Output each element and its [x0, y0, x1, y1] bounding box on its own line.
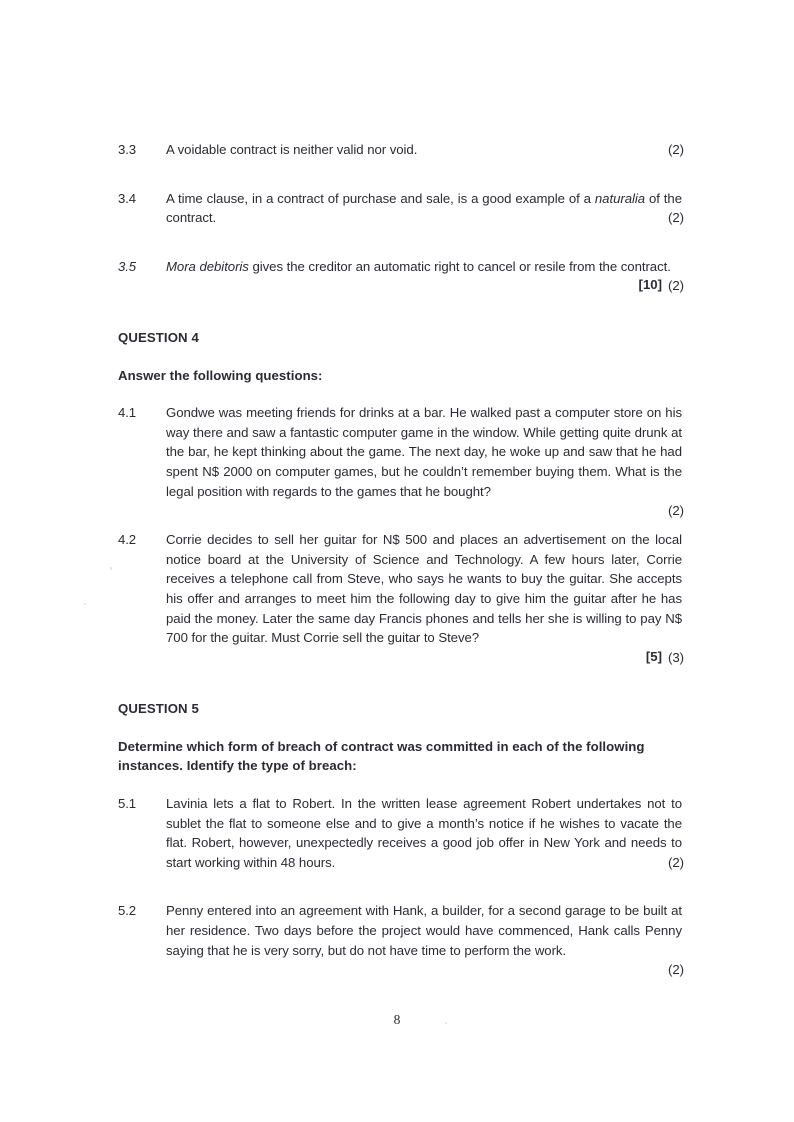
- question-statement: Penny entered into an agreement with Hank, a builder, for a second garage to be built at her residence. Two days before the project would have commenced, Hank calls Penny saying that he is very sorry, but do not have time to perform the work.: [166, 903, 682, 958]
- marks-allocation: (2): [668, 278, 684, 294]
- question-statement: gives the creditor an automatic right to cancel or resile from the contract.: [248, 258, 671, 274]
- question-4-total-marks: [5]: [645, 648, 662, 664]
- question-item-3-3: [118, 140, 682, 160]
- document-body: [118, 140, 684, 978]
- question-number: 5.2: [118, 903, 137, 919]
- question-statement-part1: A time clause, in a contract of purchase and sale, is a good example of a: [166, 190, 595, 206]
- marks-allocation: (2): [668, 854, 684, 870]
- question-text: [166, 403, 684, 519]
- spacer: [118, 889, 682, 901]
- question-item-5-1: [118, 794, 682, 872]
- question-statement: A voidable contract is neither valid nor void.: [166, 142, 418, 157]
- question-number: 3.4: [118, 190, 137, 206]
- marks-allocation: (2): [668, 962, 684, 978]
- latin-term: Mora debitoris: [166, 258, 249, 274]
- question-statement-part2: of the contract.: [166, 190, 682, 226]
- question-number: 3.3: [118, 142, 137, 157]
- scan-speck: [110, 567, 112, 570]
- spacer: [118, 295, 682, 316]
- question-text: [166, 530, 684, 665]
- question-statement: Gondwe was meeting friends for drinks at a bar. He walked past a computer store on his way there and saw a fantastic computer game in the window. While getting quite drunk at the bar, he kept thinking about the game. The next day, he woke up and saw that he had spent N$ 2000 on computer games, but he couldn’t remember buying them. What is the legal position with regards to the games that he bought?: [166, 405, 682, 499]
- marks-allocation: (2): [668, 142, 684, 157]
- spacer: [118, 687, 682, 699]
- spacer: [118, 348, 682, 366]
- question-4-heading: QUESTION 4: [118, 329, 199, 345]
- question-4-instruction: Answer the following questions:: [118, 367, 323, 383]
- question-text: [166, 794, 682, 872]
- question-5-instruction: Determine which form of breach of contract was committed in each of the following instances. Identify the type of breach:: [118, 738, 645, 774]
- latin-term: naturalia: [594, 190, 646, 206]
- page-footer: [0, 1012, 794, 1028]
- question-number: 5.1: [118, 796, 137, 812]
- question-text: [166, 140, 682, 160]
- question-number: 3.5: [118, 258, 137, 274]
- spacer: [118, 177, 682, 189]
- question-item-5-2: [118, 901, 684, 978]
- question-item-4-2: [118, 530, 684, 665]
- spacer: [118, 719, 682, 737]
- question-text: [166, 189, 682, 228]
- spacer: [118, 776, 682, 794]
- spacer: [118, 518, 682, 530]
- question-number: 4.2: [118, 532, 137, 548]
- question-text: [166, 901, 684, 978]
- question-number: 4.1: [118, 405, 137, 421]
- question-item-4-1: [118, 403, 684, 519]
- marks-allocation: (3): [668, 649, 684, 665]
- marks-allocation: (2): [668, 503, 684, 519]
- spacer: [118, 385, 682, 403]
- question-item-3-4: [118, 189, 682, 228]
- question-3-total-marks: [10]: [638, 277, 662, 293]
- spacer: [118, 666, 682, 687]
- scan-speck: [84, 603, 86, 605]
- question-5-heading: QUESTION 5: [118, 701, 199, 717]
- spacer: [118, 316, 682, 328]
- spacer: [118, 245, 682, 257]
- marks-allocation: (2): [668, 210, 684, 226]
- question-statement: Lavinia lets a flat to Robert. In the written lease agreement Robert undertakes not to sublet the flat to someone else and to give a month’s notice if he wishes to vacate the flat. Robert, however, unexpectedly receives a good job offer in New York and needs to start working within 48 hours.: [166, 796, 682, 870]
- question-statement: Corrie decides to sell her guitar for N$ 500 and places an advertisement on the local notice board at the University of Science and Technology. A few hours later, Corrie receives a telephone call from Steve, who says he wants to buy the guitar. She accepts his offer and arranges to meet him the following day to give him the guitar after he has paid the money. Later the same day Francis phones and tells her she is willing to pay N$ 700 for the guitar. Must Corrie sell the guitar to Steve?: [166, 532, 682, 646]
- page-number: 8: [393, 1012, 401, 1027]
